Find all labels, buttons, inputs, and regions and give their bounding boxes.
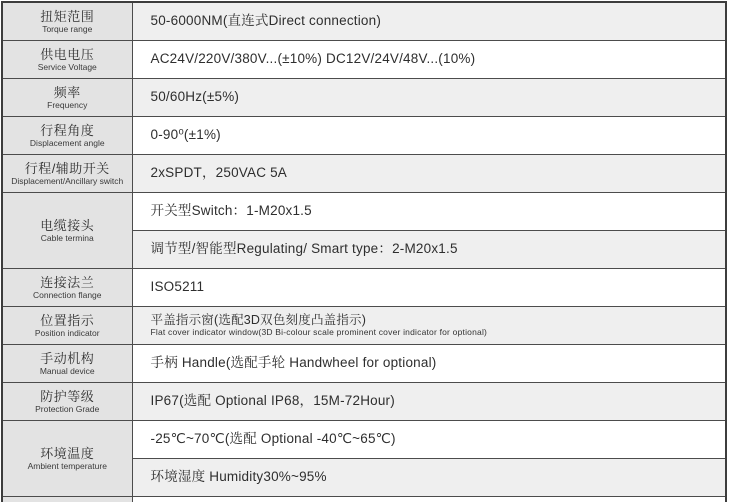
value-text: 平盖指示窗(选配3D双色刻度凸盖指示) bbox=[150, 312, 367, 327]
value-text: 2xSPDT，250VAC 5A bbox=[150, 165, 288, 180]
label-cell-cable-terminal bbox=[2, 192, 132, 268]
table-row bbox=[2, 2, 726, 40]
label-zh: 连接法兰 bbox=[40, 274, 95, 290]
label-en: Ambient temperature bbox=[27, 460, 107, 471]
label-en: Manual device bbox=[39, 365, 95, 376]
label-cell-ancillary-switch bbox=[2, 154, 132, 192]
value-text: 50-6000NM(直连式Direct connection) bbox=[150, 13, 382, 29]
value-cell-displacement-angle bbox=[132, 116, 726, 154]
label-cell-frequency bbox=[2, 78, 132, 116]
value-cell-service-voltage bbox=[132, 40, 726, 78]
value-cell-protection-grade bbox=[132, 382, 726, 420]
label-zh: 位置指示 bbox=[40, 312, 95, 328]
label-en: Cable termina bbox=[40, 232, 94, 243]
table-row bbox=[2, 78, 726, 116]
table-row bbox=[2, 40, 726, 78]
spec-table bbox=[1, 1, 727, 502]
label-zh: 电缆接头 bbox=[40, 217, 95, 233]
label-en: Connection flange bbox=[32, 289, 102, 300]
label-cell-torque-range bbox=[2, 2, 132, 40]
label-zh: 行程/辅助开关 bbox=[24, 160, 110, 176]
label-cell-connection-flange bbox=[2, 268, 132, 306]
label-cell-manual-device bbox=[2, 344, 132, 382]
label-cell-displacement-angle bbox=[2, 116, 132, 154]
label-en: Service Voltage bbox=[37, 61, 97, 72]
value-text: 手柄 Handle(选配手轮 Handwheel for optional) bbox=[150, 355, 437, 370]
label-en: Displacement angle bbox=[29, 137, 105, 148]
table-row bbox=[2, 306, 726, 344]
label-zh: 环境温度 bbox=[40, 445, 95, 461]
label-zh: 供电电压 bbox=[40, 46, 95, 62]
label-zh: 手动机构 bbox=[40, 350, 95, 366]
partial-value-cell bbox=[132, 496, 726, 502]
value-text: -25℃~70℃(选配 Optional -40℃~65℃) bbox=[150, 431, 396, 446]
value-text: 环境湿度 Humidity30%~95% bbox=[150, 469, 327, 484]
value-cell-ambient-humidity bbox=[132, 458, 726, 496]
table-row bbox=[2, 154, 726, 192]
value-cell-connection-flange bbox=[132, 268, 726, 306]
value-text: ISO5211 bbox=[150, 279, 205, 294]
table-row bbox=[2, 420, 726, 458]
partial-label-cell bbox=[2, 496, 132, 502]
label-cell-ambient-temperature bbox=[2, 420, 132, 496]
value-text: 0-90⁰(±1%) bbox=[150, 127, 221, 142]
value-cell-cable-terminal-regulating bbox=[132, 230, 726, 268]
value-cell-position-indicator bbox=[132, 306, 726, 344]
table-row bbox=[2, 344, 726, 382]
value-cell-torque-range bbox=[132, 2, 726, 40]
value-subtext: Flat cover indicator window(3D Bi-colour scale prominent cover indicator for optional) bbox=[150, 326, 488, 337]
label-en: Displacement/Ancillary switch bbox=[11, 175, 124, 186]
label-cell-protection-grade bbox=[2, 382, 132, 420]
value-text: IP67(选配 Optional IP68，15M-72Hour) bbox=[150, 393, 395, 408]
value-cell-frequency bbox=[132, 78, 726, 116]
label-zh: 频率 bbox=[53, 84, 81, 100]
value-text: 开关型Switch：1-M20x1.5 bbox=[150, 203, 312, 218]
label-zh: 行程角度 bbox=[40, 122, 95, 138]
value-text: 50/60Hz(±5%) bbox=[150, 89, 240, 104]
label-en: Protection Grade bbox=[35, 403, 100, 414]
table-row bbox=[2, 382, 726, 420]
value-cell-manual-device bbox=[132, 344, 726, 382]
value-cell-cable-terminal-switch bbox=[132, 192, 726, 230]
table-row bbox=[2, 268, 726, 306]
value-cell-ambient-temperature-range bbox=[132, 420, 726, 458]
table-row bbox=[2, 192, 726, 230]
label-cell-service-voltage bbox=[2, 40, 132, 78]
value-text: AC24V/220V/380V...(±10%) DC12V/24V/48V...(10%) bbox=[150, 51, 476, 66]
label-cell-position-indicator bbox=[2, 306, 132, 344]
label-en: Torque range bbox=[42, 23, 93, 34]
value-text: 调节型/智能型Regulating/ Smart type：2-M20x1.5 bbox=[150, 241, 458, 256]
label-zh: 扭矩范围 bbox=[40, 8, 95, 24]
value-cell-ancillary-switch bbox=[132, 154, 726, 192]
table-row-partial bbox=[2, 496, 726, 502]
label-en: Position indicator bbox=[34, 327, 100, 338]
table-row bbox=[2, 116, 726, 154]
label-zh: 防护等级 bbox=[40, 388, 95, 404]
label-en: Frequency bbox=[47, 99, 88, 110]
